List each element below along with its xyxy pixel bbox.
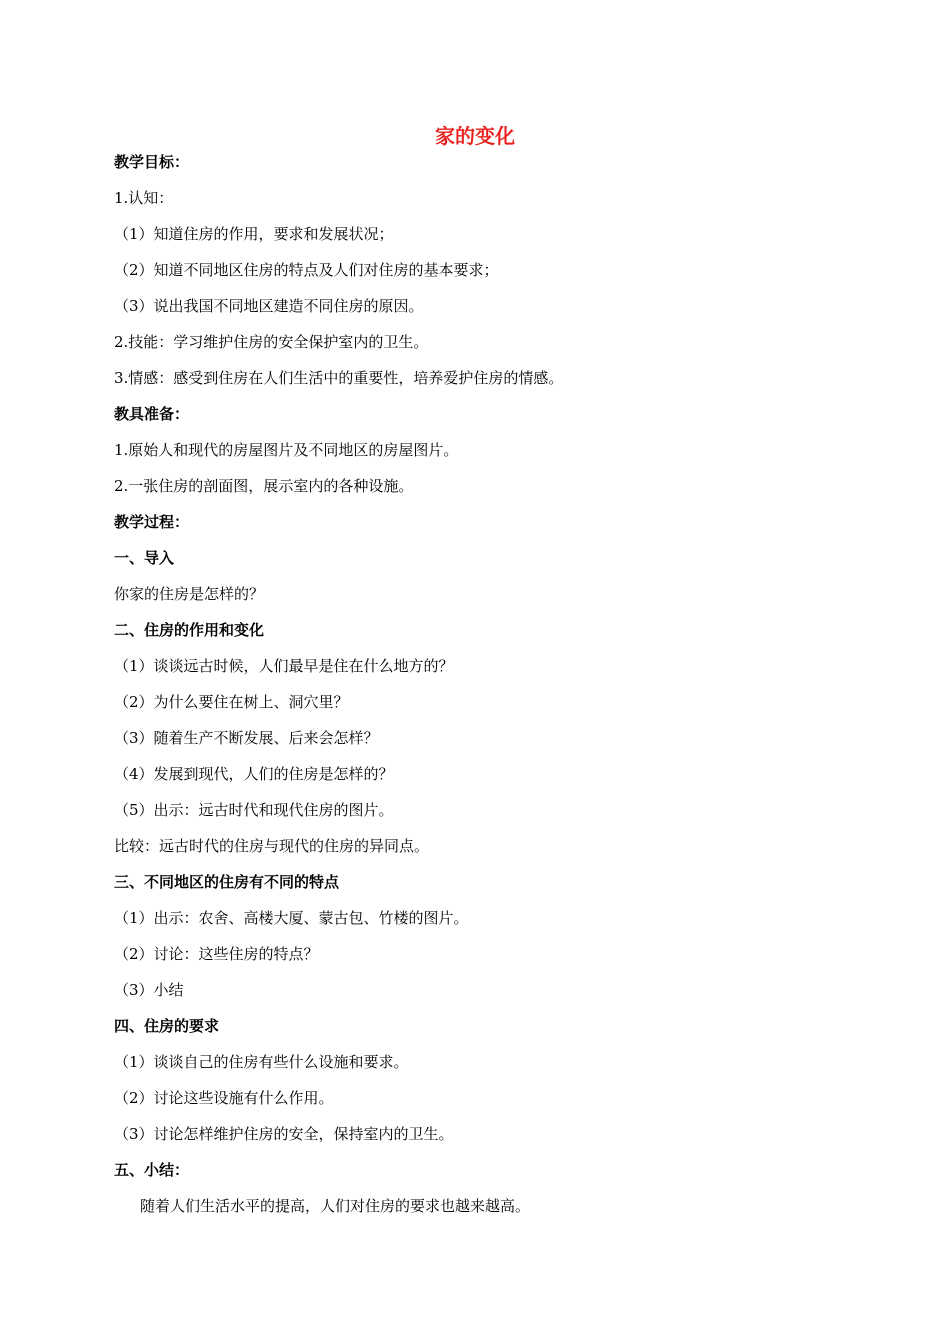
document-body (114, 150, 854, 1230)
body-line: （2）讨论这些设施有什么作用。 (114, 1089, 334, 1107)
body-line: （2）知道不同地区住房的特点及人们对住房的基本要求； (114, 261, 499, 279)
body-line: 随着人们生活水平的提高，人们对住房的要求也越来越高。 (140, 1197, 531, 1215)
body-line: （1）谈谈自己的住房有些什么设施和要求。 (114, 1053, 409, 1071)
section-heading: 一、导入 (114, 549, 175, 567)
section-heading: 二、住房的作用和变化 (114, 621, 265, 639)
body-line: 2.技能：学习维护住房的安全保护室内的卫生。 (114, 333, 429, 351)
body-line: （3）随着生产不断发展、后来会怎样？ (114, 729, 379, 747)
body-line: 3.情感：感受到住房在人们生活中的重要性，培养爱护住房的情感。 (114, 369, 564, 387)
body-line: （3）讨论怎样维护住房的安全，保持室内的卫生。 (114, 1125, 454, 1143)
body-line: 1.原始人和现代的房屋图片及不同地区的房屋图片。 (114, 441, 459, 459)
body-line: （1）知道住房的作用，要求和发展状况； (114, 225, 394, 243)
body-line: （5）出示：远古时代和现代住房的图片。 (114, 801, 394, 819)
body-line: （4）发展到现代，人们的住房是怎样的？ (114, 765, 394, 783)
body-line: （1）谈谈远古时候，人们最早是住在什么地方的？ (114, 657, 454, 675)
section-heading: 教具准备： (114, 405, 190, 423)
section-heading: 教学目标： (114, 153, 190, 171)
body-line: 1.认知： (114, 189, 174, 207)
body-line: （1）出示：农舍、高楼大厦、蒙古包、竹楼的图片。 (114, 909, 469, 927)
body-line: （2）讨论：这些住房的特点？ (114, 945, 319, 963)
body-line: 比较：远古时代的住房与现代的住房的异同点。 (114, 837, 430, 855)
body-line: （3）小结 (114, 981, 184, 999)
section-heading: 教学过程： (114, 513, 190, 531)
body-line: （2）为什么要住在树上、洞穴里？ (114, 693, 349, 711)
section-heading: 三、不同地区的住房有不同的特点 (114, 873, 340, 891)
body-line: （3）说出我国不同地区建造不同住房的原因。 (114, 297, 424, 315)
body-line: 2.一张住房的剖面图，展示室内的各种设施。 (114, 477, 414, 495)
document-title: 家的变化 (435, 124, 515, 148)
section-heading: 五、小结： (114, 1161, 190, 1179)
section-heading: 四、住房的要求 (114, 1017, 220, 1035)
body-line: 你家的住房是怎样的？ (114, 585, 265, 603)
